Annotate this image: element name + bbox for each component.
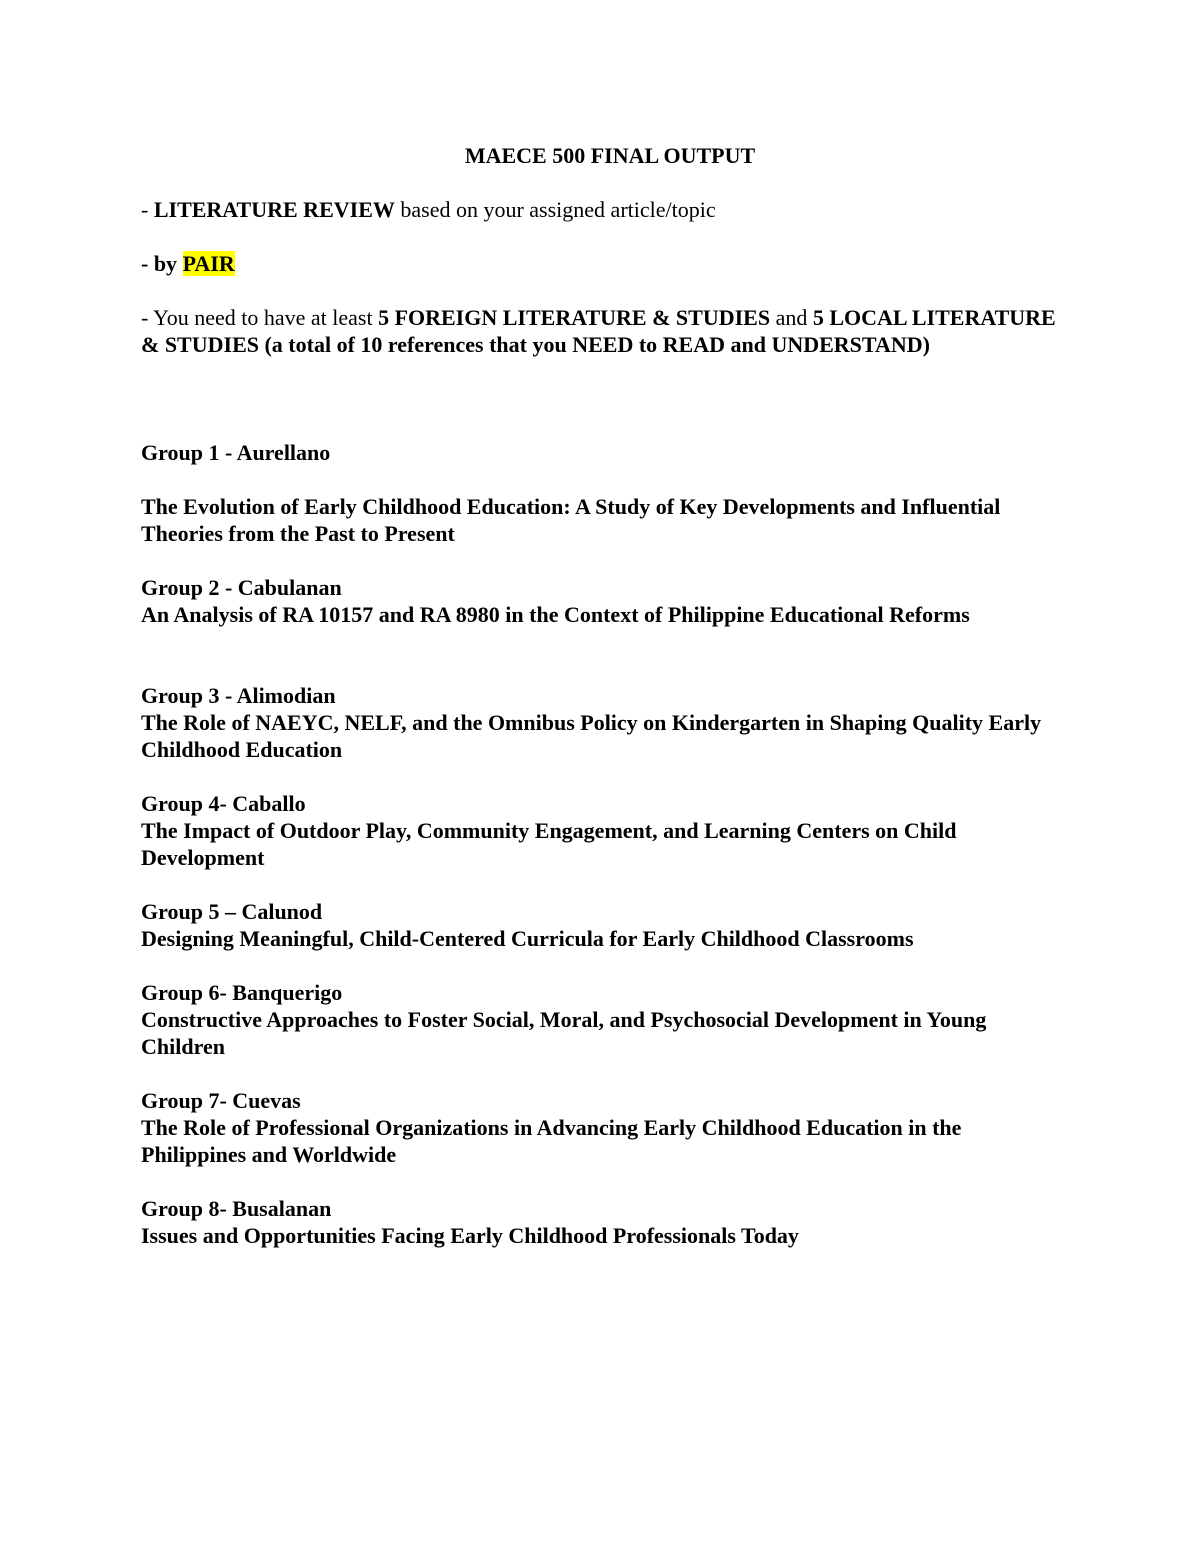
literature-review-label: LITERATURE REVIEW <box>153 197 395 222</box>
spacer <box>141 385 1061 439</box>
group-topic: The Role of NAEYC, NELF, and the Omnibus Policy on Kindergarten in Shaping Quality Early Childhood Education <box>141 710 1042 762</box>
instruction-literature-review <box>141 196 1061 223</box>
instruction-prefix: - by <box>141 251 183 276</box>
group-heading: Group 6- Banquerigo <box>141 980 343 1005</box>
group-entry <box>141 1195 1061 1249</box>
group-topic: An Analysis of RA 10157 and RA 8980 in the Context of Philippine Educational Reforms <box>141 602 970 627</box>
group-topic: Constructive Approaches to Foster Social, Moral, and Psychosocial Development in Young Children <box>141 1007 987 1059</box>
group-heading: Group 7- Cuevas <box>141 1088 301 1113</box>
pair-highlight: PAIR <box>182 251 235 276</box>
group-heading: Group 5 – Calunod <box>141 899 323 924</box>
group-topic: Designing Meaningful, Child-Centered Curricula for Early Childhood Classrooms <box>141 926 914 951</box>
group-heading: Group 4- Caballo <box>141 791 306 816</box>
group-entry <box>141 574 1061 628</box>
document-page <box>141 142 1061 1276</box>
group-entry <box>141 439 1061 547</box>
local-literature-label: 5 LOCAL LITERATURE & STUDIES (a total of 10 references that you NEED to READ and UNDERSTAND) <box>141 305 1056 357</box>
group-entry <box>141 898 1061 952</box>
group-heading: Group 8- Busalanan <box>141 1196 332 1221</box>
instruction-prefix: - <box>141 197 154 222</box>
group-heading: Group 1 - Aurellano <box>141 440 331 465</box>
instruction-text: based on your assigned article/topic <box>394 197 716 222</box>
instruction-by-pair <box>141 250 1061 277</box>
instruction-references <box>141 304 1061 358</box>
group-topic: The Role of Professional Organizations in Advancing Early Childhood Education in the Philippines and Worldwide <box>141 1115 962 1167</box>
group-heading: Group 2 - Cabulanan <box>141 575 342 600</box>
group-heading: Group 3 - Alimodian <box>141 683 336 708</box>
group-entry <box>141 979 1061 1060</box>
instruction-connector: and <box>770 305 813 330</box>
group-topic: The Impact of Outdoor Play, Community Engagement, and Learning Centers on Child Development <box>141 818 957 870</box>
group-topic: The Evolution of Early Childhood Education: A Study of Key Developments and Influential Theories from the Past to Present <box>141 494 1001 546</box>
group-entry <box>141 1087 1061 1168</box>
group-entry <box>141 682 1061 763</box>
document-title: MAECE 500 FINAL OUTPUT <box>464 143 756 168</box>
group-entry <box>141 790 1061 871</box>
instruction-prefix: - You need to have at least <box>141 305 379 330</box>
group-topic: Issues and Opportunities Facing Early Childhood Professionals Today <box>141 1223 799 1248</box>
foreign-literature-label: 5 FOREIGN LITERATURE & STUDIES <box>378 305 771 330</box>
